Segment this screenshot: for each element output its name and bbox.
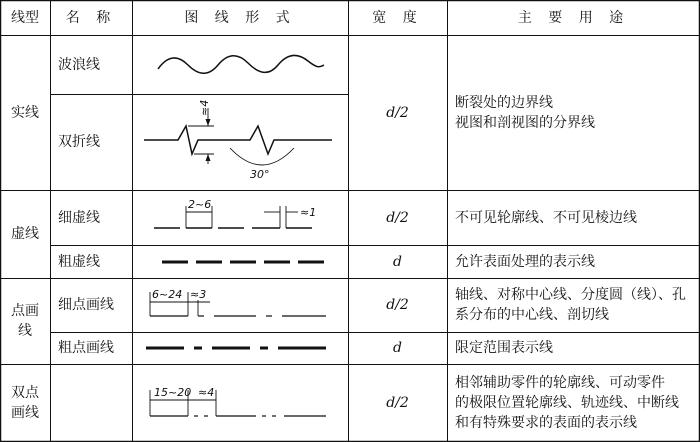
type-double-dot-dash <box>0 364 50 442</box>
use-double-dot-dash-line-3: 和有特殊要求的表面的表示线 <box>455 415 637 431</box>
width-double-dot-dash: d/2 <box>386 395 409 411</box>
header-line-type: 线型 <box>11 9 39 26</box>
type-dot-dash-line-1: 点画 <box>11 303 39 319</box>
thick-dashed-drawing <box>132 245 348 278</box>
type-double-dot-dash-line-2: 画线 <box>11 405 39 421</box>
header-name: 名 称 <box>65 9 117 26</box>
use-thin-dot-dash <box>447 278 700 332</box>
name-thin-dashed: 细虚线 <box>58 209 100 226</box>
thin-dot-dash-dim-gap: ≈3 <box>190 288 207 301</box>
thin-dashed-dim-gap: ≈1 <box>300 206 317 219</box>
break-dim-height: ≈4 <box>198 99 211 116</box>
use-double-dot-dash-line-2: 的极限位置轮廓线、轨迹线、中断线 <box>455 395 679 411</box>
name-break-line: 双折线 <box>58 134 100 150</box>
width-solid: d/2 <box>386 104 409 121</box>
break-dim-angle: 30° <box>250 168 270 181</box>
double-dot-dash-dim-gap: ≈4 <box>198 386 215 399</box>
type-dot-dash-line-2: 线 <box>18 323 32 339</box>
type-solid: 实线 <box>11 104 39 121</box>
double-dot-dash-drawing <box>132 364 348 442</box>
header-use: 主 要 用 途 <box>517 9 630 26</box>
thin-dashed-drawing <box>132 190 348 245</box>
thick-dot-dash-drawing <box>132 332 348 364</box>
header-width: 宽 度 <box>372 9 423 26</box>
use-thin-dot-dash-line-1: 轴线、对称中心线、分度圆（线）、孔 <box>455 287 686 303</box>
width-thick-dashed: d <box>393 253 402 270</box>
thin-dashed-dim-dash: 2~6 <box>188 198 212 211</box>
double-dot-dash-dim-dash: 15~20 <box>154 386 192 399</box>
width-thin-dot-dash: d/2 <box>386 297 409 313</box>
header-form: 图 线 形 式 <box>184 9 296 26</box>
name-thick-dashed: 粗虚线 <box>58 253 100 270</box>
use-double-dot-dash <box>447 364 700 442</box>
thin-dot-dash-dim-dash: 6~24 <box>152 288 183 301</box>
type-double-dot-dash-line-1: 双点 <box>11 385 39 401</box>
wave-line-drawing <box>132 35 348 94</box>
use-solid-line-2: 视图和剖视图的分界线 <box>455 114 595 131</box>
use-solid-line-1: 断裂处的边界线 <box>455 94 553 111</box>
width-thin-dashed: d/2 <box>386 209 409 226</box>
name-wave-line: 波浪线 <box>58 56 100 73</box>
width-thick-dot-dash: d <box>393 340 402 356</box>
use-thin-dashed: 不可见轮廓线、不可见棱边线 <box>455 209 637 226</box>
use-thick-dashed: 允许表面处理的表示线 <box>455 253 595 270</box>
type-dot-dash <box>0 278 50 364</box>
name-thin-dot-dash: 细点画线 <box>58 297 114 313</box>
type-dashed: 虚线 <box>11 226 39 242</box>
use-solid <box>447 35 700 190</box>
thin-dot-dash-drawing <box>132 278 348 332</box>
use-thick-dot-dash: 限定范围表示线 <box>455 340 553 356</box>
use-double-dot-dash-line-1: 相邻辅助零件的轮廓线、可动零件 <box>455 375 665 391</box>
break-line-drawing <box>132 94 348 190</box>
name-thick-dot-dash: 粗点画线 <box>58 340 114 356</box>
use-thin-dot-dash-line-2: 系分布的中心线、剖切线 <box>455 307 609 323</box>
